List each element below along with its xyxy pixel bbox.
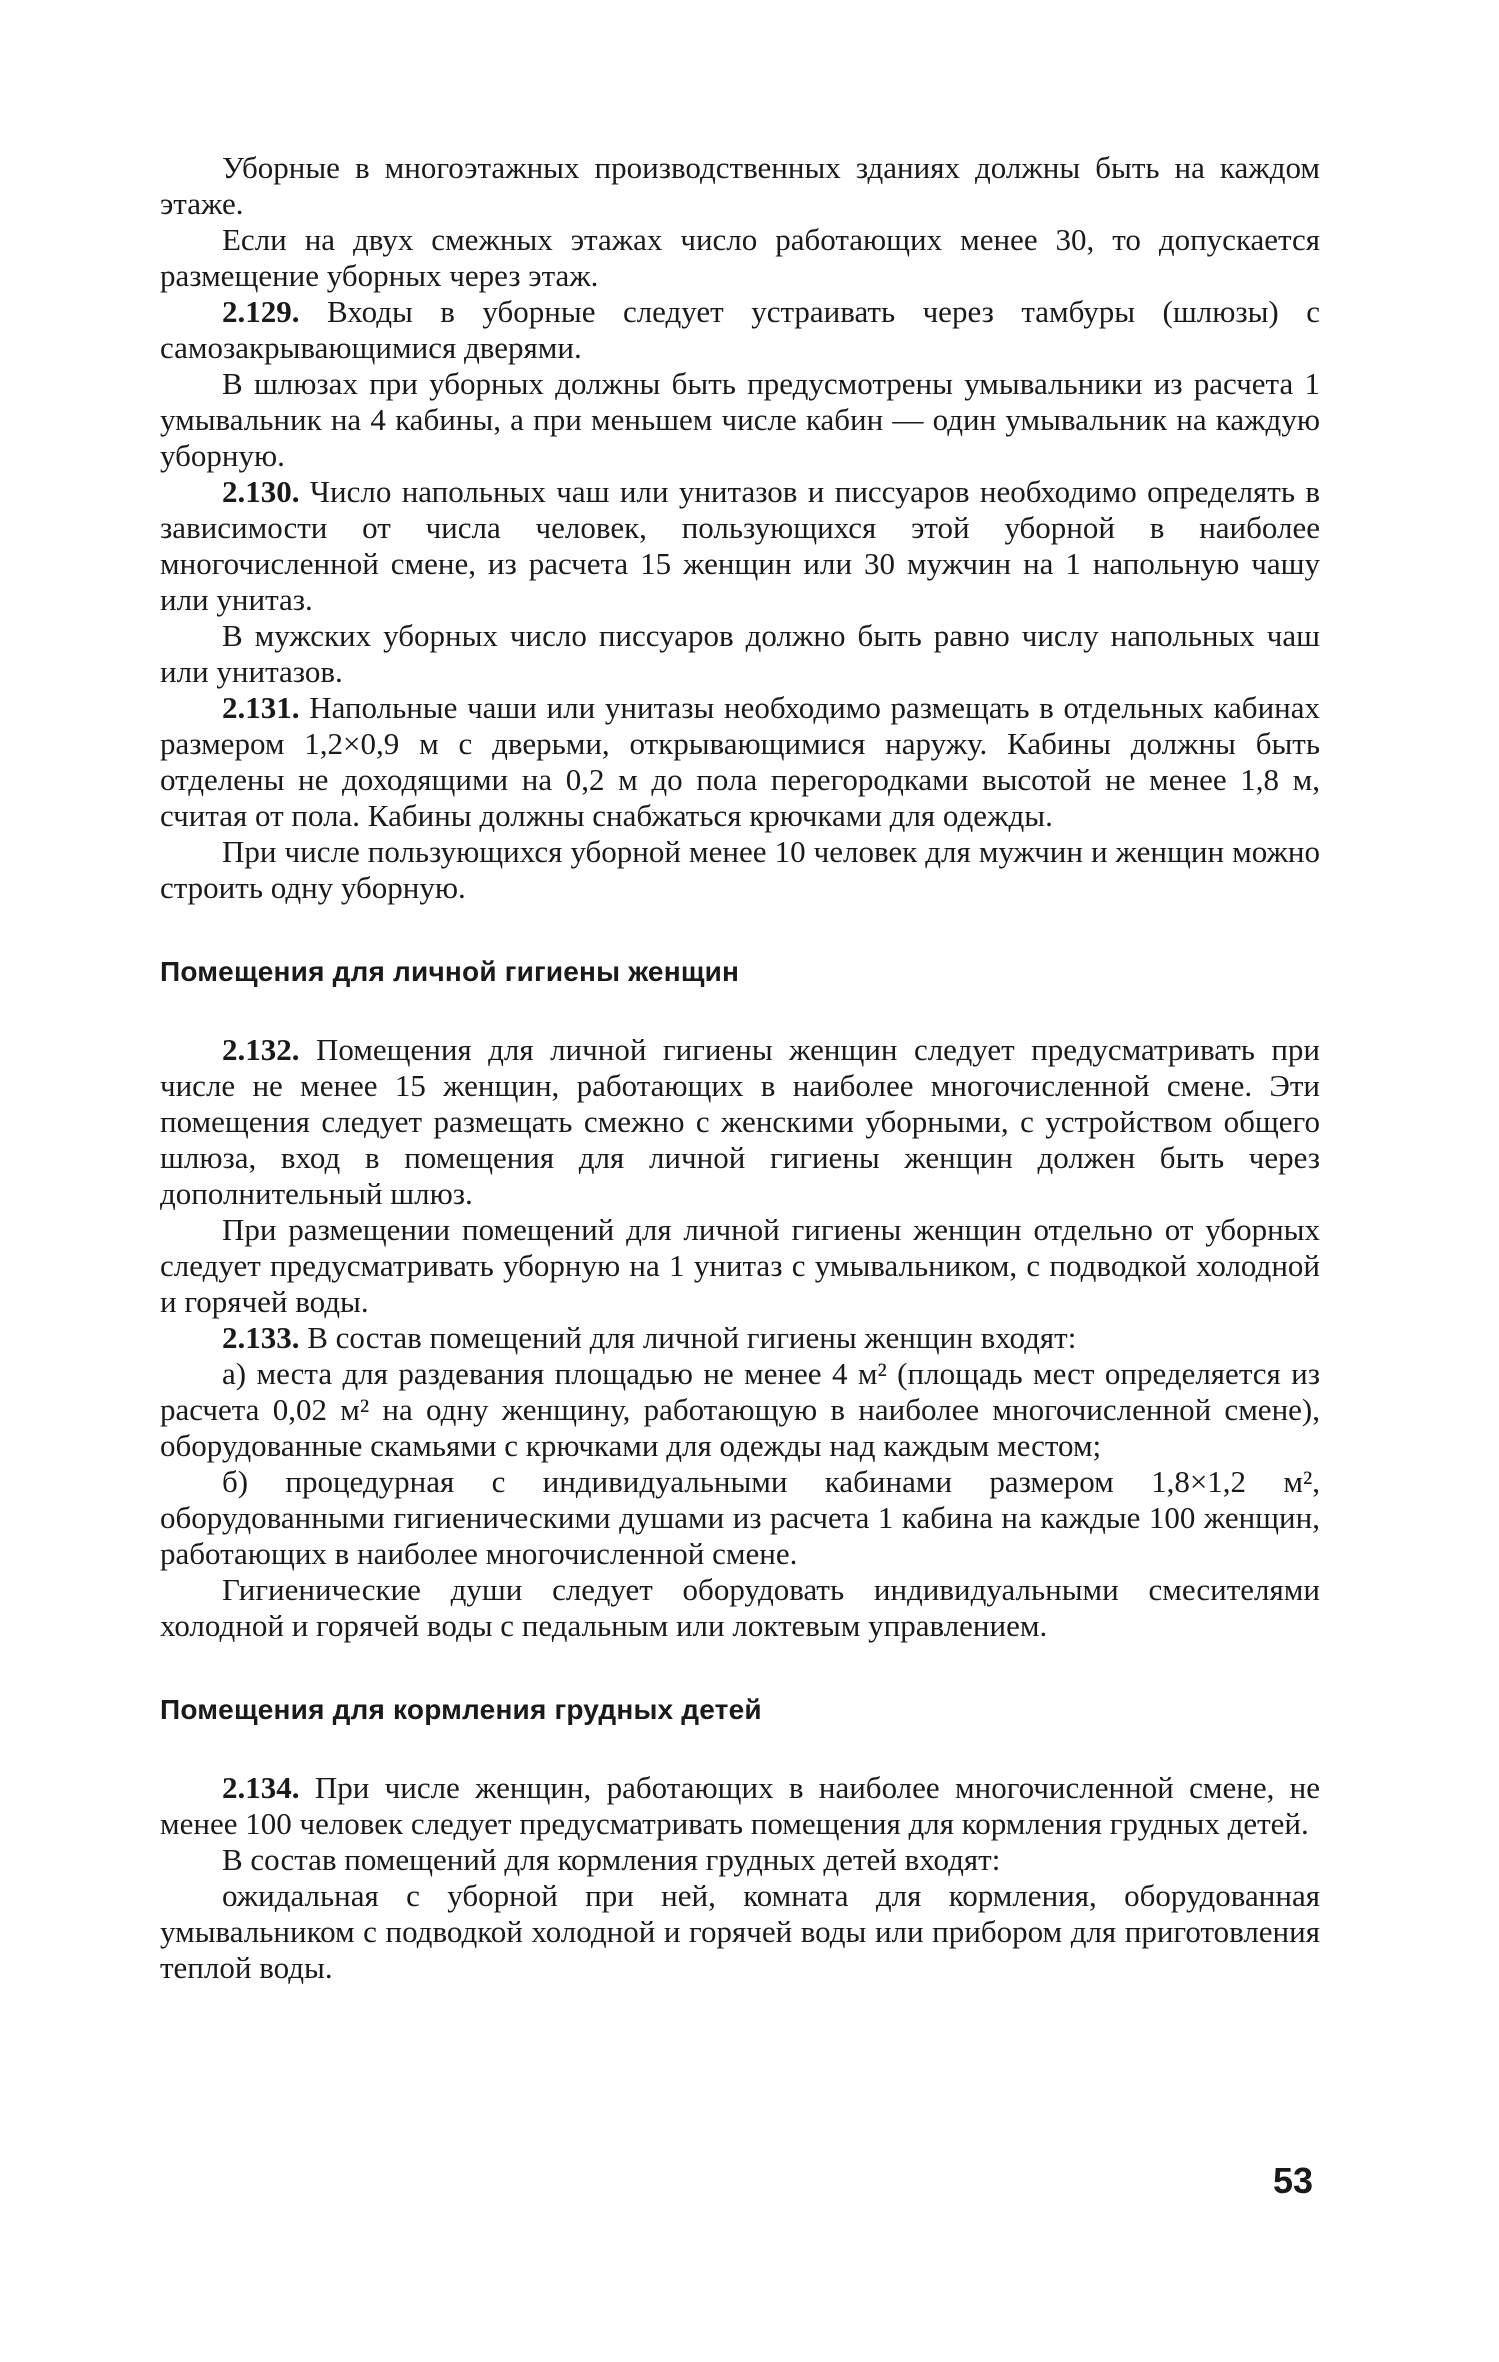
paragraph-text: а) места для раздевания площадью не менее 4 м² (площадь мест определяется из расчета 0,02 м² на одну женщину, работающую в наиболее многочисленной смене), оборудованные скамьями с крючками для одежды над каждым местом; <box>160 1356 1320 1463</box>
paragraph-text: В состав помещений для личной гигиены женщин входят: <box>307 1320 1077 1355</box>
paragraph <box>160 294 1320 366</box>
paragraph-text: При размещении помещений для личной гигиены женщин отдельно от уборных следует предусматривать уборную на 1 унитаз с умывальником, с подводкой холодной и горячей воды. <box>160 1212 1320 1319</box>
paragraph-text: Уборные в многоэтажных производственных зданиях должны быть на каждом этаже. <box>160 150 1320 221</box>
paragraph-text: Число напольных чаш или унитазов и писсуаров необходимо определять в зависимости от числа человек, пользующихся этой уборной в наиболее многочисленной смене, из расчета 15 женщин или 30 мужчин на 1 напольную чашу или унитаз. <box>160 474 1320 617</box>
clause-number: 2.132. <box>222 1032 300 1067</box>
paragraph <box>160 1356 1320 1464</box>
paragraph-text: ожидальная с уборной при ней, комната для кормления, оборудованная умывальником с подводкой холодной и горячей воды или прибором для приготовления теплой воды. <box>160 1878 1320 1985</box>
paragraph-text: В шлюзах при уборных должны быть предусмотрены умывальники из расчета 1 умывальник на 4 кабины, а при меньшем числе кабин — один умывальник на каждую уборную. <box>160 366 1320 473</box>
paragraph <box>160 1320 1320 1356</box>
paragraph-text: Входы в уборные следует устраивать через тамбуры (шлюзы) с самозакрывающимися дверями. <box>160 294 1321 365</box>
heading-womens-hygiene: Помещения для личной гигиены женщин <box>160 956 740 987</box>
heading-infant-feeding: Помещения для кормления грудных детей <box>160 1694 762 1725</box>
paragraph-text: Если на двух смежных этажах число работающих менее 30, то допускается размещение уборных через этаж. <box>160 222 1320 293</box>
paragraph <box>160 618 1320 690</box>
section-toilets <box>160 150 1320 906</box>
paragraph-text: При числе женщин, работающих в наиболее многочисленной смене, не менее 100 человек следует предусматривать помещения для кормления грудных детей. <box>160 1770 1321 1841</box>
document-page <box>160 150 1320 1986</box>
paragraph <box>160 1464 1320 1572</box>
paragraph <box>160 1572 1320 1644</box>
paragraph <box>160 690 1320 834</box>
paragraph <box>160 1032 1320 1212</box>
paragraph <box>160 1770 1320 1842</box>
paragraph <box>160 222 1320 294</box>
clause-number: 2.131. <box>222 690 300 725</box>
clause-number: 2.130. <box>222 474 300 509</box>
clause-number: 2.134. <box>222 1770 300 1805</box>
paragraph <box>160 1842 1320 1878</box>
paragraph <box>160 1212 1320 1320</box>
paragraph-text: Напольные чаши или унитазы необходимо размещать в отдельных кабинах размером 1,2×0,9 м с дверьми, открывающимися наружу. Кабины должны быть отделены не доходящими на 0,2 м до пола перегородками высотой не менее 1,8 м, считая от пола. Кабины должны снабжаться крючками для одежды. <box>160 690 1321 833</box>
paragraph <box>160 366 1320 474</box>
paragraph-text: Гигиенические души следует оборудовать индивидуальными смесителями холодной и горячей воды с педальным или локтевым управлением. <box>160 1572 1320 1643</box>
clause-number: 2.129. <box>222 294 300 329</box>
section-infant-feeding <box>160 1770 1320 1986</box>
paragraph-text: Помещения для личной гигиены женщин следует предусматривать при числе не менее 15 женщин, работающих в наиболее многочисленной смене. Эти помещения следует размещать смежно с женскими уборными, с устройством общего шлюза, вход в помещения для личной гигиены женщин должен быть через дополнительный шлюз. <box>160 1032 1321 1211</box>
paragraph <box>160 834 1320 906</box>
paragraph <box>160 1878 1320 1986</box>
paragraph-text: В мужских уборных число писсуаров должно быть равно числу напольных чаш или унитазов. <box>160 618 1320 689</box>
section-womens-hygiene <box>160 1032 1320 1644</box>
paragraph <box>160 150 1320 222</box>
paragraph <box>160 474 1320 618</box>
paragraph-text: б) процедурная с индивидуальными кабинами размером 1,8×1,2 м², оборудованными гигиеническими душами из расчета 1 кабина на каждые 100 женщин, работающих в наиболее многочисленной смене. <box>160 1464 1320 1571</box>
page-number: 53 <box>1272 2160 1313 2201</box>
clause-number: 2.133. <box>222 1320 300 1355</box>
paragraph-text: В состав помещений для кормления грудных детей входят: <box>222 1842 1001 1877</box>
paragraph-text: При числе пользующихся уборной менее 10 человек для мужчин и женщин можно строить одну уборную. <box>160 834 1320 905</box>
